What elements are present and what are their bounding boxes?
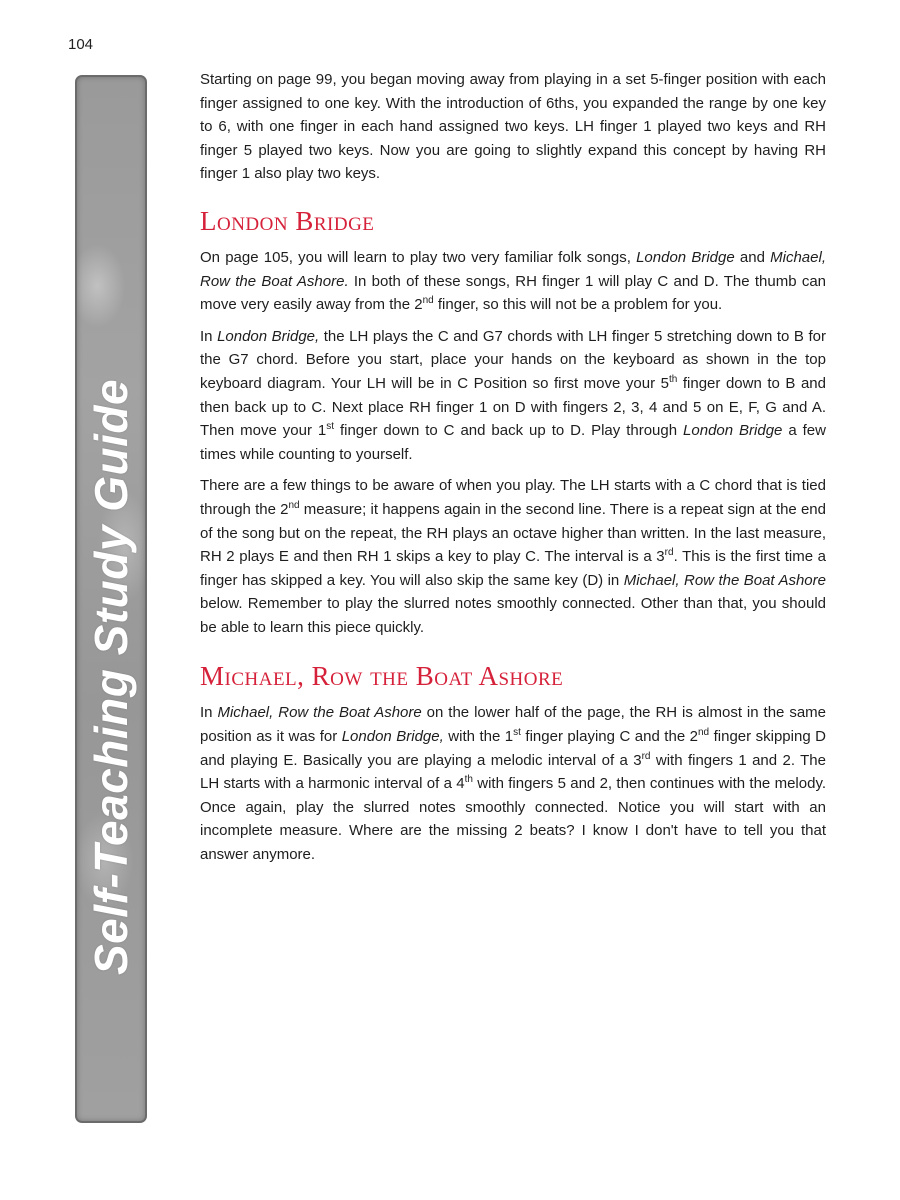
london-bridge-paragraph-2: In London Bridge, the LH plays the C and G7 chords with LH finger 5 stretching down to B for the G7 chord. Before you start, place your hands on the keyboard as shown in the top keyboard diagram. Your LH will be in C Position so first move your 5th finger down to B and then back up to C. Next place RH finger 1 on D with fingers 2, 3, 4 and 5 on E, F, G and A. Then move your 1st finger down to C and back up to D. Play through London Bridge a few times while counting to yourself. [200,327,826,463]
song-title: Michael, Row the Boat Ashore [217,704,422,722]
michael-row-paragraph-1: In Michael, Row the Boat Ashore on the lower half of the page, the RH is almost in the same position as it was for London Bridge, with the 1st finger playing C and the 2nd finger skipping D and playing E. Basically you are playing a melodic interval of a 3rd with fingers 1 and 2. The LH starts with a harmonic interval of a 4th with fingers 5 and 2, then continues with the melody. Once again, play the slurred notes smoothly connected. Notice you will start with an incomplete measure. Where are the missing 2 beats? I know I don't have to tell you that answer anymore. [200,704,826,864]
page-number: 104 [68,36,94,53]
intro-paragraph: Starting on page 99, you began moving away from playing in a set 5-finger position with each finger assigned to one key. With the introduction of 6ths, you expanded the range by one key to 6, with one finger in each hand assigned two keys. LH finger 1 played two keys and RH finger 5 played two keys. Now you are going to slightly expand this concept by having RH finger 1 also play two keys. [200,71,826,183]
london-bridge-paragraph-3: There are a few things to be aware of when you play. The LH starts with a C chord that is tied through the 2nd measure; it happens again in the second line. There is a repeat sign at the end of the song but on the repeat, the RH plays an octave higher than written. In the last measure, RH 2 plays E and then RH 1 skips a key to play C. The interval is a 3rd. This is the first time a finger has skipped a key. You will also skip the same key (D) in Michael, Row the Boat Ashore below. Remember to play the slurred notes smoothly connected. Other than that, you should be able to learn this piece quickly. [200,477,827,636]
song-title: London Bridge [683,422,783,440]
song-title: London Bridge [636,248,735,266]
side-tab-label: Self-Teaching Study Guide [85,378,137,976]
main-content [200,68,826,875]
song-title: London Bridge, [341,728,444,746]
london-bridge-paragraph-1: On page 105, you will learn to play two very familiar folk songs, London Bridge and Michael, Row the Boat Ashore. In both of these songs, RH finger 1 will play C and D. The thumb can move very easily away from the 2nd finger, so this will not be a problem for you. [200,248,827,314]
section-heading-london-bridge: London Bridge [200,205,375,236]
song-title: London Bridge, [217,327,320,345]
section-heading-michael-row: Michael, Row the Boat Ashore [200,661,564,692]
song-title: Michael, Row the Boat Ashore. [200,248,826,290]
side-tab [75,75,147,1123]
song-title: Michael, Row the Boat Ashore [623,571,826,589]
